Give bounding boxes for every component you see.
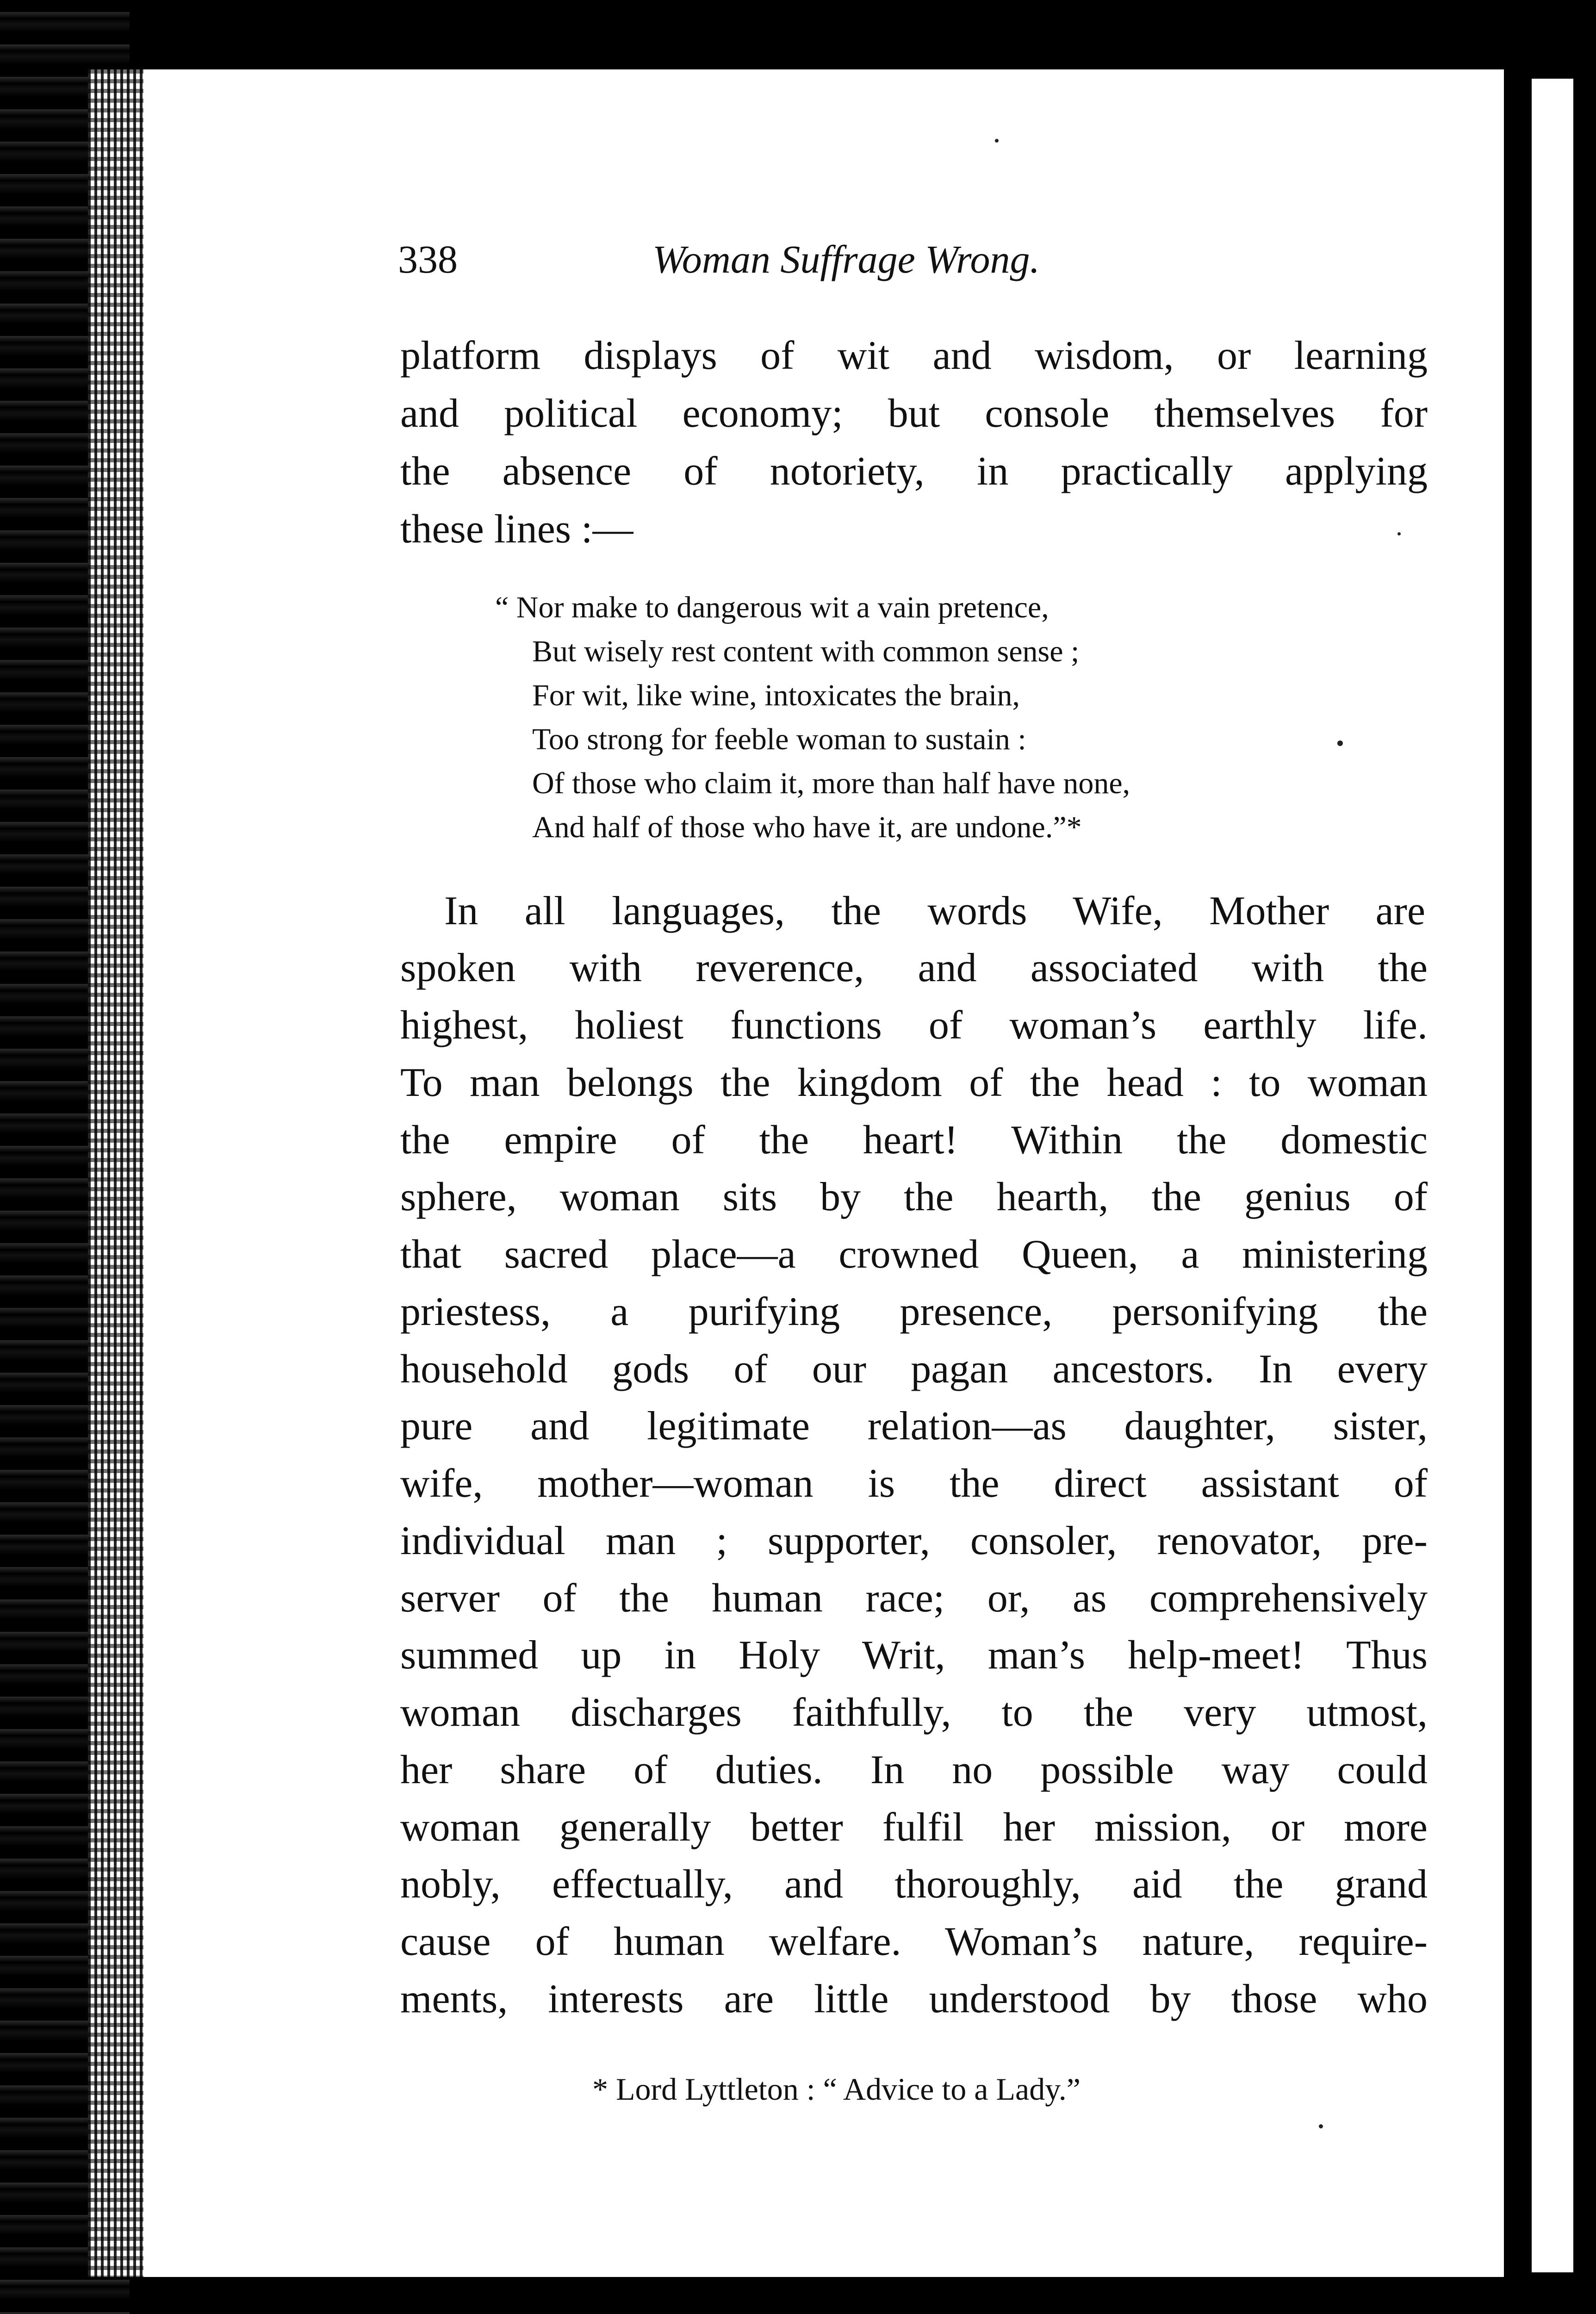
- scan-speck: [1397, 532, 1401, 535]
- text-line: platform displays of wit and wisdom, or learning: [400, 333, 1428, 378]
- text-line: woman generally better fulfil her mission, or more: [400, 1805, 1428, 1850]
- scan-border-far-right: [1573, 0, 1596, 2314]
- scan-speck: [995, 139, 999, 143]
- text-line: ments, interests are little understood by those who: [400, 1977, 1428, 2022]
- text-line: To man belongs the kingdom of the head : to woman: [400, 1060, 1428, 1105]
- poem-line: For wit, like wine, intoxicates the brain,: [532, 678, 1020, 712]
- poem-line: And half of those who have it, are undone.”*: [532, 810, 1082, 844]
- text-line: wife, mother—woman is the direct assistant of: [400, 1461, 1428, 1506]
- text-line: In all languages, the words Wife, Mother are: [444, 889, 1425, 933]
- poem-line: But wisely rest content with common sense ;: [532, 634, 1080, 668]
- text-line: highest, holiest functions of woman’s earthly life.: [400, 1003, 1428, 1048]
- text-line: the absence of notoriety, in practically applying: [400, 449, 1428, 494]
- text-line: household gods of our pagan ancestors. In every: [400, 1347, 1428, 1392]
- text-line: her share of duties. In no possible way could: [400, 1748, 1428, 1792]
- text-line: cause of human welfare. Woman’s nature, require-: [400, 1919, 1428, 1964]
- text-line: pure and legitimate relation—as daughter, sister,: [400, 1404, 1428, 1449]
- next-page-edge: [1532, 79, 1573, 2272]
- scan-speck: [1337, 740, 1343, 746]
- text-line: that sacred place—a crowned Queen, a ministering: [400, 1232, 1428, 1277]
- text-line: individual man ; supporter, consoler, renovator, pre-: [400, 1518, 1428, 1563]
- running-title: Woman Suffrage Wrong.: [652, 237, 1040, 281]
- scan-speck: [1319, 2124, 1323, 2128]
- text-line: these lines :—: [400, 507, 633, 552]
- text-line: sphere, woman sits by the hearth, the genius of: [400, 1175, 1428, 1219]
- text-line: the empire of the heart! Within the domestic: [400, 1118, 1428, 1163]
- text-line: server of the human race; or, as comprehensively: [400, 1576, 1428, 1621]
- text-line: spoken with reverence, and associated with the: [400, 946, 1428, 990]
- page-number: 338: [398, 237, 458, 281]
- poem-line: Of those who claim it, more than half have none,: [532, 766, 1130, 800]
- text-line: summed up in Holy Writ, man’s help-meet! Thus: [400, 1633, 1428, 1678]
- text-line: and political economy; but console themselves for: [400, 391, 1428, 436]
- text-line: woman discharges faithfully, to the very utmost,: [400, 1690, 1428, 1735]
- scan-gutter-shadow: [88, 69, 143, 2277]
- text-line: nobly, effectually, and thoroughly, aid the grand: [400, 1862, 1428, 1907]
- poem-line: “ Nor make to dangerous wit a vain pretence,: [495, 591, 1049, 624]
- footnote: * Lord Lyttleton : “ Advice to a Lady.”: [592, 2071, 1081, 2107]
- poem-line: Too strong for feeble woman to sustain :: [532, 722, 1026, 756]
- scan-border-right: [1504, 0, 1532, 2314]
- text-line: priestess, a purifying presence, personifying the: [400, 1289, 1428, 1334]
